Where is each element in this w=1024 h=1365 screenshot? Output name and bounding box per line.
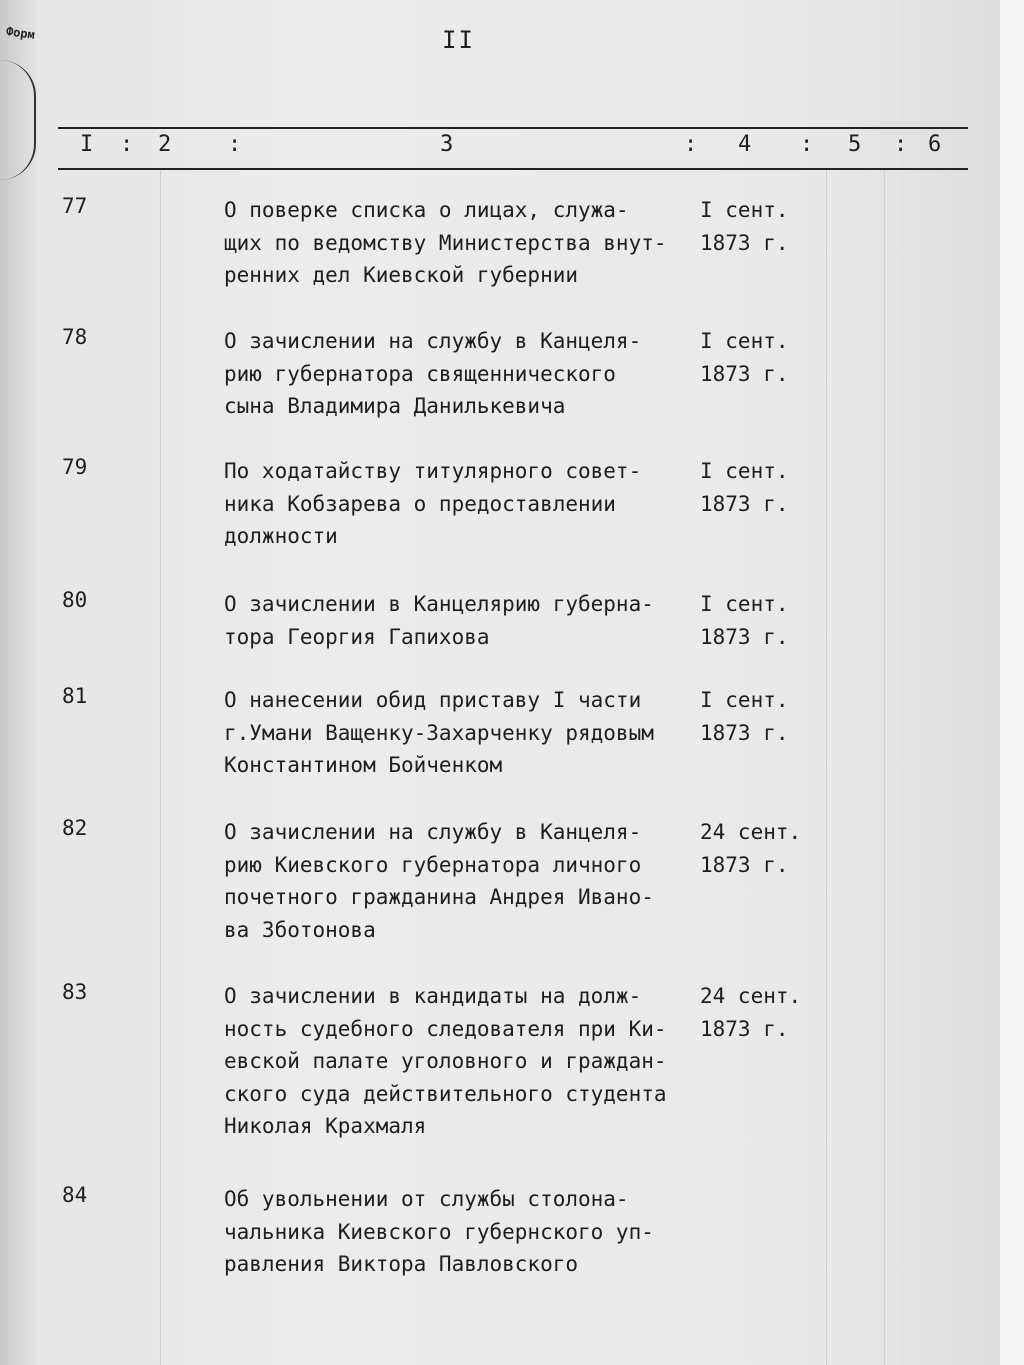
entry-title-line: ва Зботонова <box>224 917 376 942</box>
header-col-3: 3 <box>440 132 454 157</box>
binding-label: Форм <box>5 24 36 42</box>
binding-edge <box>0 60 36 180</box>
entry-title-line: Николая Крахмаля <box>224 1114 427 1138</box>
entry-date <box>700 588 789 653</box>
header-separator: : <box>228 132 242 157</box>
header-separator: : <box>894 132 908 157</box>
entry-title <box>224 816 704 946</box>
entry-title-line: г.Умани Ващенку-Захарченку рядовым <box>224 720 654 745</box>
entry-date-line: I сент. <box>700 592 789 616</box>
entry-date <box>700 455 789 520</box>
header-col-2: 2 <box>158 132 172 157</box>
entry-title-line: По ходатайству титулярного совет- <box>224 459 642 483</box>
entry-title-line: равления Виктора Павловского <box>224 1252 579 1276</box>
entry-number: 77 <box>62 194 88 218</box>
entry-number: 81 <box>62 684 88 708</box>
entry-title-line: должности <box>224 524 338 548</box>
entry-title <box>224 588 704 653</box>
header-rule-top <box>58 127 968 129</box>
entry-title-line: чальника Киевского губернского уп- <box>224 1219 654 1244</box>
entry-date <box>700 684 789 749</box>
entry-title <box>224 325 704 423</box>
entry-date-line: 24 сент. <box>700 984 802 1008</box>
page-number: II <box>442 26 475 54</box>
entry-date-line: 1873 г. <box>700 230 789 255</box>
entry-title-line: ренних дел Киевской губернии <box>224 263 579 287</box>
entry-date <box>700 816 801 881</box>
header-rule-bottom <box>58 168 968 170</box>
entry-date-line: I сент. <box>700 688 789 712</box>
entry-number: 80 <box>62 588 88 612</box>
entry-title <box>224 194 704 292</box>
entry-date-line: 1873 г. <box>700 852 789 877</box>
entry-title-line: О зачислении на службу в Канцеля- <box>224 820 642 844</box>
column-rule <box>884 170 885 1365</box>
header-col-1: I <box>80 132 94 157</box>
entry-title-line: ника Кобзарева о предоставлении <box>224 491 616 516</box>
entry-title-line: евской палате уголовного и граждан- <box>224 1049 667 1073</box>
entry-title-line: рию губернатора священнического <box>224 361 616 386</box>
entry-title-line: Об увольнении от службы столона- <box>224 1187 629 1211</box>
entry-title-line: О поверке списка о лицах, служа- <box>224 198 629 222</box>
column-rule <box>826 170 827 1365</box>
header-col-4: 4 <box>738 132 752 157</box>
entry-title-line: Константином Бойченком <box>224 753 503 777</box>
entry-title <box>224 684 704 782</box>
entry-title <box>224 1183 704 1281</box>
header-col-6: 6 <box>928 132 942 157</box>
entry-title-line: О нанесении обид приставу I части <box>224 688 642 712</box>
entry-date <box>700 980 801 1045</box>
entry-title <box>224 455 704 553</box>
header-separator: : <box>800 132 814 157</box>
entry-number: 82 <box>62 816 88 840</box>
header-col-5: 5 <box>848 132 862 157</box>
entry-title-line: рию Киевского губернатора личного <box>224 852 642 877</box>
entry-title-line: ность судебного следователя при Ки- <box>224 1016 667 1041</box>
entry-date-line: 1873 г. <box>700 624 789 649</box>
header-separator: : <box>684 132 698 157</box>
entry-title-line: О зачислении в Канцелярию губерна- <box>224 592 654 616</box>
entry-date-line: I сент. <box>700 329 789 353</box>
entry-date-line: 1873 г. <box>700 361 789 386</box>
entry-date-line: 24 сент. <box>700 820 802 844</box>
entry-title <box>224 980 704 1143</box>
entry-title-line: тора Георгия Гапихова <box>224 624 490 649</box>
entry-date <box>700 325 789 390</box>
column-rule <box>160 170 161 1365</box>
entry-date-line: 1873 г. <box>700 491 789 516</box>
adjacent-page-edge <box>1000 0 1024 1365</box>
entry-date-line: I сент. <box>700 198 789 222</box>
entry-title-line: щих по ведомству Министерства внут- <box>224 230 667 255</box>
entry-title-line: О зачислении на службу в Канцеля- <box>224 329 642 353</box>
entry-number: 79 <box>62 455 88 479</box>
entry-number: 78 <box>62 325 88 349</box>
entry-date-line: I сент. <box>700 459 789 483</box>
entry-title-line: сына Владимира Данилькевича <box>224 394 566 418</box>
header-separator: : <box>120 132 134 157</box>
entry-date <box>700 194 789 259</box>
entry-number: 83 <box>62 980 88 1004</box>
entry-title-line: ского суда действительного студента <box>224 1081 667 1106</box>
entry-number: 84 <box>62 1183 88 1207</box>
entry-title-line: О зачислении в кандидаты на долж- <box>224 984 642 1008</box>
entry-date-line: 1873 г. <box>700 1016 789 1041</box>
entry-date-line: 1873 г. <box>700 720 789 745</box>
entry-title-line: почетного гражданина Андрея Ивано- <box>224 885 654 909</box>
